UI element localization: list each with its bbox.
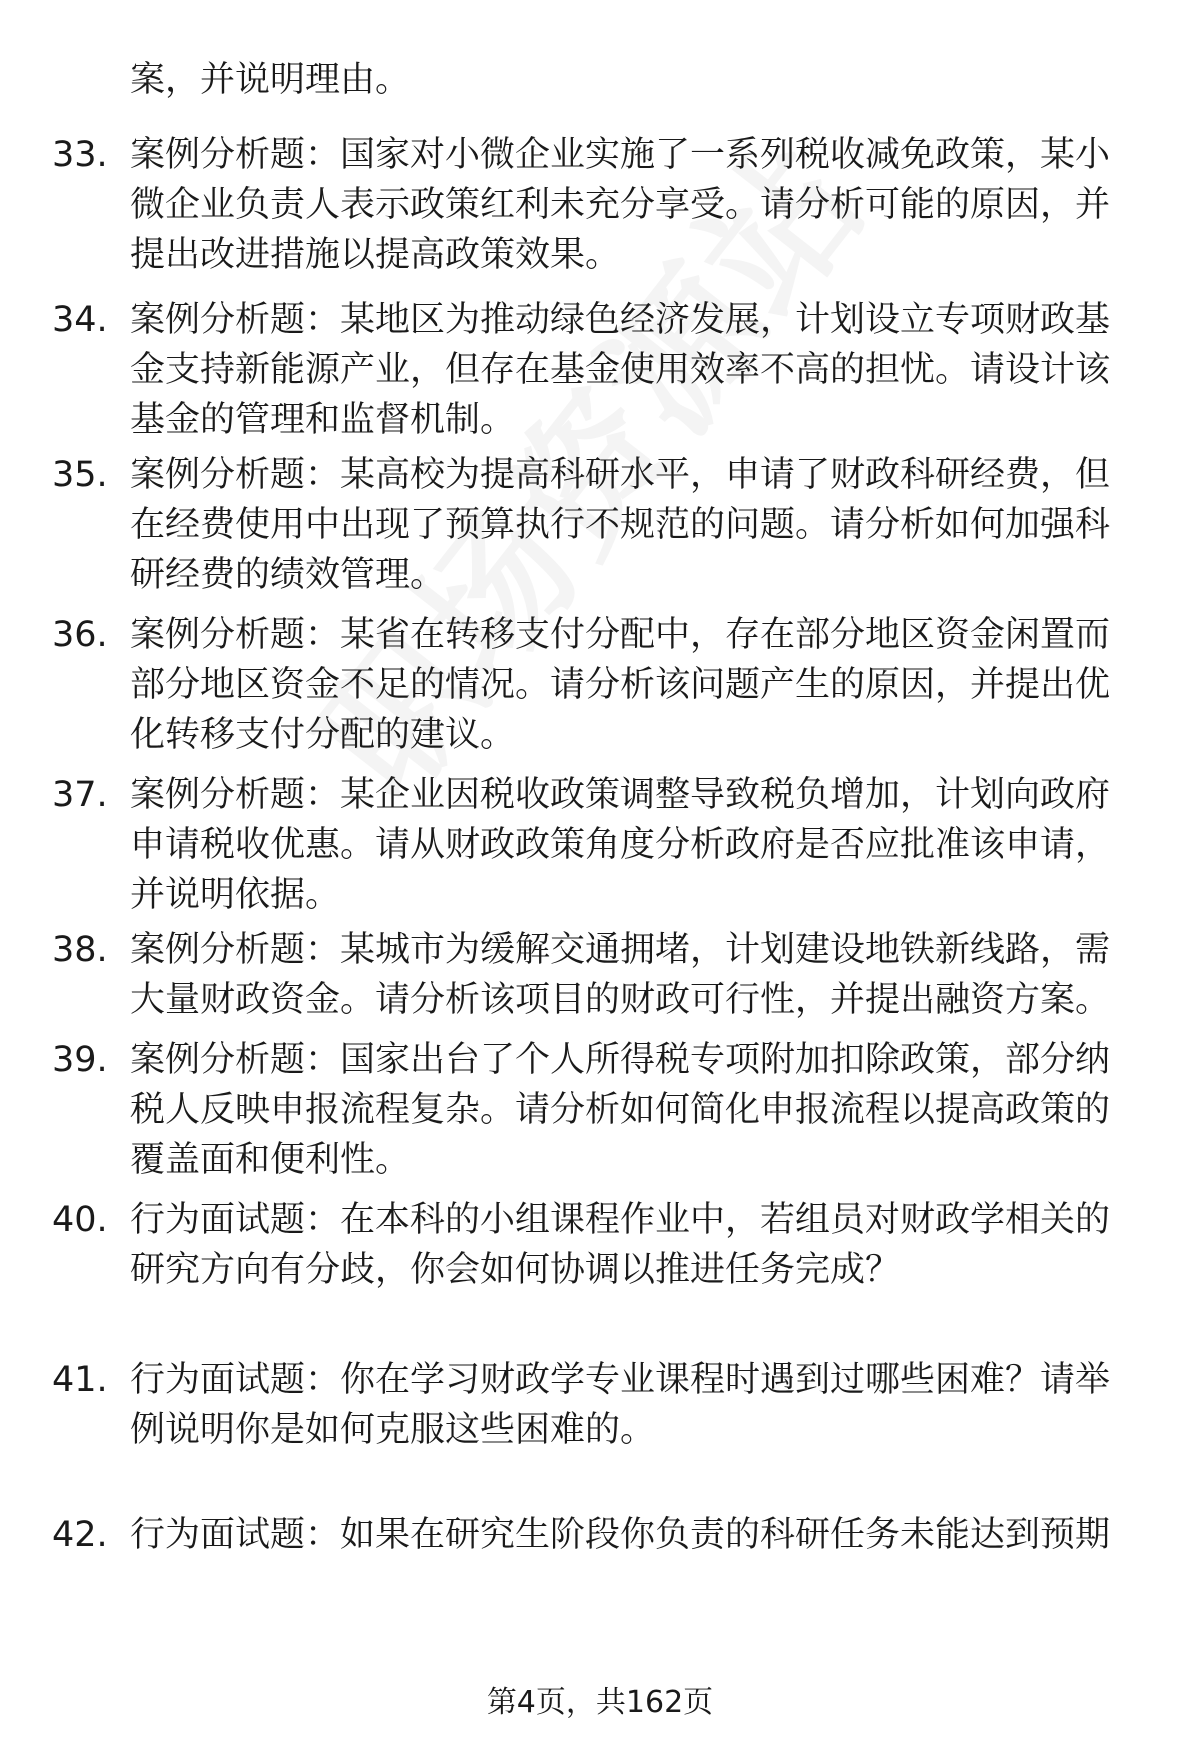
question-number: 36. <box>52 615 108 655</box>
question-number: 41. <box>52 1360 108 1400</box>
page-footer: 第4页，共162页 <box>486 1685 714 1720</box>
question-text: 行为面试题：你在学习财政学专业课程时遇到过哪些困难？请举例说明你是如何克服这些困难的。 <box>130 1360 1111 1450</box>
question-text: 行为面试题：如果在研究生阶段你负责的科研任务未能达到预期 <box>130 1515 1111 1555</box>
question-text: 案，并说明理由。 <box>130 60 411 100</box>
question-text: 案例分析题：某企业因税收政策调整导致税负增加，计划向政府申请税收优惠。请从财政政策角度分析政府是否应批准该申请，并说明依据。 <box>130 775 1111 915</box>
question-number: 35. <box>52 455 108 495</box>
question-text: 案例分析题：某地区为推动绿色经济发展，计划设立专项财政基金支持新能源产业，但存在基金使用效率不高的担忧。请设计该基金的管理和监督机制。 <box>130 300 1111 440</box>
question-text: 案例分析题：国家对小微企业实施了一系列税收减免政策，某小微企业负责人表示政策红利未充分享受。请分析可能的原因，并提出改进措施以提高政策效果。 <box>130 135 1111 275</box>
question-number: 37. <box>52 775 108 815</box>
question-text: 案例分析题：某高校为提高科研水平，申请了财政科研经费，但在经费使用中出现了预算执行不规范的问题。请分析如何加强科研经费的绩效管理。 <box>130 455 1111 595</box>
question-number: 40. <box>52 1200 108 1240</box>
question-number: 42. <box>52 1515 108 1555</box>
question-number: 33. <box>52 135 108 175</box>
question-text: 行为面试题：在本科的小组课程作业中，若组员对财政学相关的研究方向有分歧，你会如何协调以推进任务完成？ <box>130 1200 1111 1290</box>
question-text: 案例分析题：某城市为缓解交通拥堵，计划建设地铁新线路，需大量财政资金。请分析该项目的财政可行性，并提出融资方案。 <box>130 930 1111 1020</box>
question-text: 案例分析题：国家出台了个人所得税专项附加扣除政策，部分纳税人反映申报流程复杂。请分析如何简化申报流程以提高政策的覆盖面和便利性。 <box>130 1040 1111 1180</box>
question-number: 39. <box>52 1040 108 1080</box>
question-number: 38. <box>52 930 108 970</box>
question-text: 案例分析题：某省在转移支付分配中，存在部分地区资金闲置而部分地区资金不足的情况。请分析该问题产生的原因，并提出优化转移支付分配的建议。 <box>130 615 1111 755</box>
question-number: 34. <box>52 300 108 340</box>
